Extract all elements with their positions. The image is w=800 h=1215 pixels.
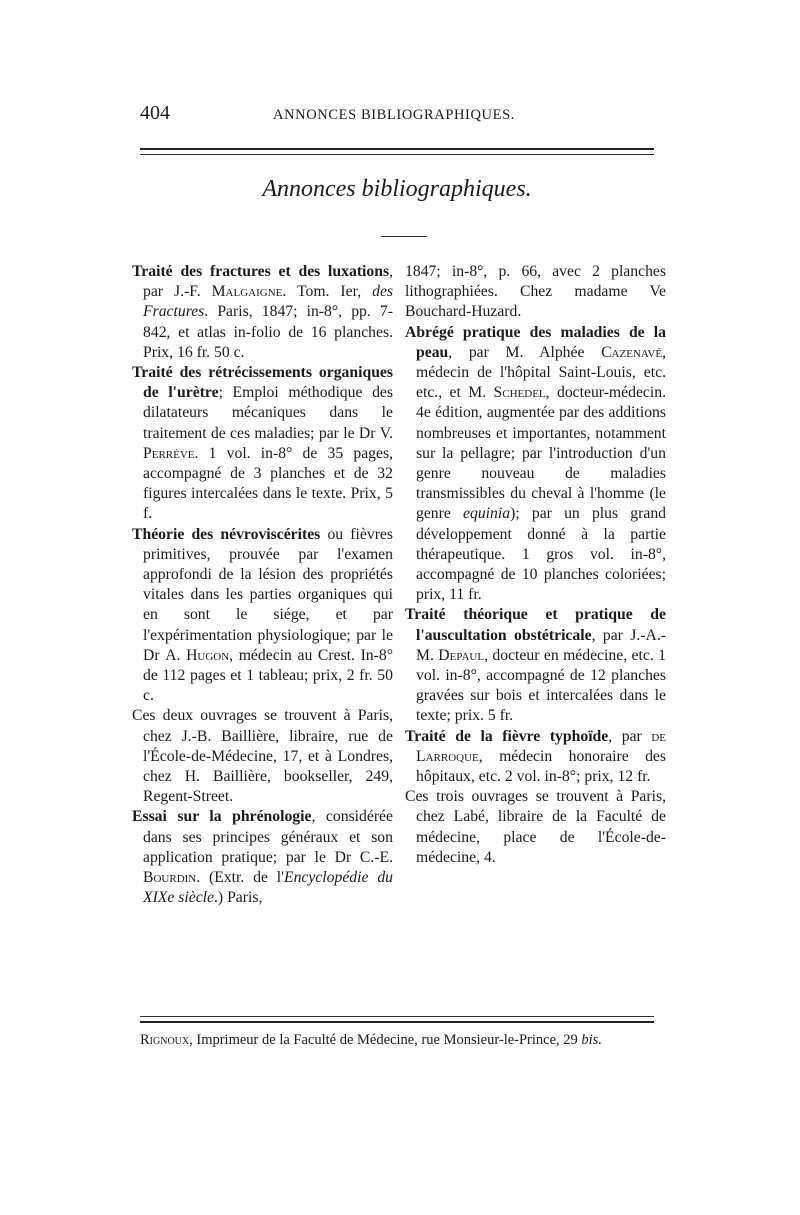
right-column — [405, 262, 666, 868]
entry-fievre-typhoide: Traité de la fièvre typhoïde, par de Larroque, médecin honoraire des hôpitaux, etc. 2 vol. in-8°; prix, 12 fr. — [405, 727, 667, 786]
note-baillière: Ces deux ouvrages se trouvent à Paris, chez J.-B. Baillière, libraire, rue de l'École-de-Médecine, 17, et à Londres, chez H. Baillière, bookseller, 249, Regent-Street. — [132, 707, 393, 806]
header-rule-thin — [140, 154, 654, 155]
entry-title: Essai sur la phrénologie — [132, 808, 312, 826]
page-number: 404 — [140, 102, 170, 124]
continuation-phrenologie: 1847; in-8°, p. 66, avec 2 planches lithographiées. Chez madame Ve Bouchard-Huzard. — [405, 263, 666, 321]
author-name: de Larroque — [416, 727, 667, 765]
author-name: V. Perrève — [143, 424, 393, 462]
footer-rule-thick — [140, 1021, 654, 1023]
printer-name: Rignoux — [140, 1032, 190, 1048]
footer-rule-thin — [140, 1016, 654, 1017]
entry-title: Traité des fractures et des luxations — [132, 263, 390, 280]
entry-title: Traité de la fièvre typhoïde — [405, 727, 609, 745]
entry-traite-fractures: Traité des fractures et des luxations, par J.-F. Malgaigne. Tom. Ier, des Fractures. Paris, 1847; in-8°, pp. 7-842, et atlas in-folio de 16 planches. Prix, 16 fr. 50 c. — [132, 263, 394, 361]
printer-footer: Rignoux, Imprimeur de la Faculté de Médecine, rue Monsieur-le-Prince, 29 bis. — [140, 1032, 602, 1048]
entry-phrenologie: Essai sur la phrénologie, considérée dans ses principes généraux et son application pratique; par le Dr C.-E. Bourdin. (Extr. de l'Encyclopédie du XIXe siècle.) Paris, — [132, 808, 394, 907]
author-name: C.-E. Bourdin — [143, 848, 393, 887]
author-name: A. Hugon — [165, 646, 230, 664]
author-name: Cazenavé — [601, 343, 663, 361]
title-rule — [381, 236, 427, 237]
running-head: ANNONCES BIBLIOGRAPHIQUES. — [273, 107, 515, 123]
entry-nevroviscerites: Théorie des névroviscérites ou fièvres primitives, prouvée par l'examen approfondi de la lésion des propriétés vitales dans les parties organiques qui en sont le siége, et par l'expérimentation physiologique; par le Dr A. Hugon, médecin au Crest. In-8° de 112 pages et 1 tableau; prix, 2 fr. 50 c. — [132, 525, 393, 705]
note-labe: Ces trois ouvrages se trouvent à Paris, chez Labé, libraire de la Faculté de médecine, place de l'École-de-médecine, 4. — [405, 788, 666, 866]
entry-title: Traité théorique et pratique de l'auscultation obstétricale — [405, 606, 666, 644]
author-name: Malgaigne — [211, 283, 283, 301]
entry-title: Abrégé pratique des maladies de la peau — [405, 323, 666, 361]
entry-auscultation: Traité théorique et pratique de l'auscultation obstétricale, par J.-A.-M. Depaul, docteur en médecine, etc. 1 vol. in-8°, accompagné de 12 planches gravées sur bois et intercalées dans le texte; prix. 5 fr. — [405, 606, 666, 725]
author-name: Depaul — [438, 646, 485, 664]
entry-retrecissements: Traité des rétrécissements organiques de l'urètre; Emploi méthodique des dilatateurs mécaniques dans le traitement de ces maladies; par le Dr V. Perrève. 1 vol. in-8° de 35 pages, accompagné de 3 planches et de 32 figures intercalées dans le texte. Prix, 5 f. — [132, 364, 393, 523]
entry-maladies-peau: Abrégé pratique des maladies de la peau, par M. Alphée Cazenavé, médecin de l'hôpital Saint-Louis, etc. etc., et M. Schedel, docteur-médecin. 4e édition, augmentée par des additions nombreuses et importantes, notamment sur la pellagre; par l'introduction d'un genre nouveau de maladies transmissibles du cheval à l'homme (le genre equinia); par un plus grand développement donné à la partie thérapeutique. 1 gros vol. in-8°, accompagné de 10 planches coloriées; prix, 11 fr. — [405, 323, 667, 604]
author-name: Schedel — [493, 384, 546, 402]
left-column — [132, 262, 393, 909]
entry-title: Théorie des névroviscérites — [132, 525, 321, 543]
section-title: Annonces bibliographiques. — [262, 176, 532, 202]
header-rule-thick — [140, 148, 654, 150]
entry-title: Traité des rétrécissements organiques de l'urètre — [132, 364, 393, 402]
